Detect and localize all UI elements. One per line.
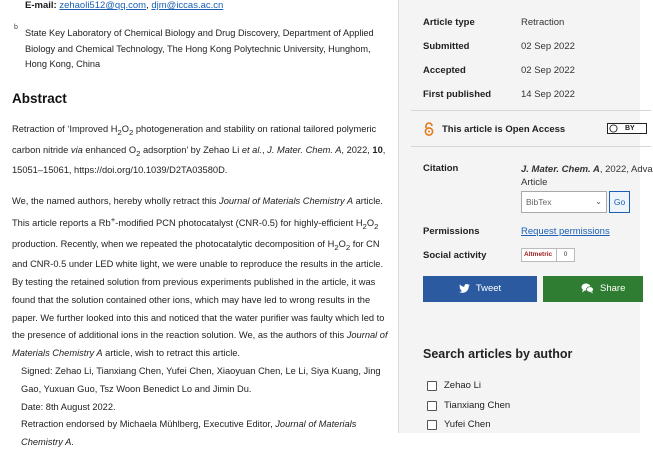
- permissions-label: Permissions: [423, 226, 480, 237]
- sidebar-divider-2: [411, 146, 651, 147]
- social-activity-label: Social activity: [423, 250, 487, 261]
- citation-go-button[interactable]: Go: [609, 191, 630, 213]
- citation-label: Citation: [423, 163, 459, 174]
- tweet-button[interactable]: [423, 276, 537, 302]
- altmetric-badge[interactable]: [521, 248, 575, 262]
- email-link-1[interactable]: zehaoli512@qq.com: [59, 0, 147, 11]
- email-label: E-mail:: [25, 0, 57, 11]
- citation-format-select[interactable]: [521, 191, 607, 213]
- affiliation: State Key Laboratory of Chemical Biology and Drug Discovery, Department of Applied Biology and Chemical Technology, The Hong Kong Polytechnic University, Hunghom, Hong Kong, China: [25, 28, 374, 69]
- author-checkbox[interactable]: [427, 401, 437, 411]
- meta-accepted: Accepted 02 Sep 2022: [423, 65, 575, 76]
- citation-format-value: BibTex: [526, 197, 552, 207]
- meta-submitted: Submitted 02 Sep 2022: [423, 41, 575, 52]
- author-name: Zehao Li: [444, 380, 481, 391]
- request-permissions-link[interactable]: Request permissions: [521, 226, 610, 237]
- chat-bubbles-icon: [581, 283, 594, 294]
- affiliation-marker: b: [14, 24, 18, 31]
- share-button[interactable]: [543, 276, 643, 302]
- author-name: Tianxiang Chen: [444, 400, 511, 411]
- tweet-label: Tweet: [475, 283, 502, 294]
- retraction-statement: We, the named authors, hereby wholly retract this Journal of Materials Chemistry A article. This article reports a Rb+-modified PCN photocatalyst (CNR-0.5) for highly-efficient $H_2O_2$ production. Recently, when we repeated the photocatalytic decomposition of $H_2O_2$ for CN and CNR-0.5 under LED white light, we were unable to reproduce the results in the article. By testing the retained solution from previous experiments published in the article, it was found that the solution contained other ions, which may have led to wrong results in the paper. We further looked into this and noticed that the water purifier was faulty which led to the presence of additional ions in the reaction solution. We, as the authors of this Journal of Materials Chemistry A article, wish to retract this article.: [12, 196, 388, 359]
- meta-first-published: First published 14 Sep 2022: [423, 89, 575, 100]
- date-line: Date: 8th August 2022.: [21, 401, 116, 412]
- share-label: Share: [600, 283, 626, 294]
- author-checkbox[interactable]: [427, 420, 437, 430]
- email-line: [25, 0, 223, 12]
- cc-license-badge[interactable]: [607, 123, 647, 134]
- cc-badge-text: BY: [625, 125, 635, 132]
- cc-icon: [609, 124, 618, 133]
- open-access-label: This article is Open Access: [442, 124, 566, 135]
- open-access-icon: [423, 122, 435, 136]
- author-checkbox-item[interactable]: [427, 380, 481, 392]
- chevron-down-icon: ⌄: [595, 197, 602, 206]
- email-separator: ,: [146, 0, 149, 11]
- author-name: Yufei Chen: [444, 419, 491, 430]
- twitter-bird-icon: [459, 284, 470, 293]
- citation-value: J. Mater. Chem. A, 2022, Adva: [521, 164, 653, 175]
- endorsement-line: Retraction endorsed by Michaela Mühlberg, Executive Editor, Journal of Materials Chemistry A.: [21, 419, 357, 448]
- altmetric-label: Altmetric: [524, 251, 553, 258]
- signed-line: Signed: Zehao Li, Tianxiang Chen, Yufei Chen, Xiaoyuan Chen, Le Li, Siya Kuang, Jing Gao, Yuxuan Guo, Tsz Woon Benedict Lo and Jimin Du.: [21, 365, 381, 394]
- meta-article-type: Article type Retraction: [423, 17, 565, 28]
- email-link-2[interactable]: djm@iccas.ac.cn: [151, 0, 224, 11]
- citation-value-line2: Article: [521, 177, 548, 188]
- altmetric-count: 0: [556, 249, 574, 261]
- search-by-author-heading: Search articles by author: [423, 347, 573, 361]
- article-sidebar: [399, 0, 653, 433]
- abstract-heading: Abstract: [12, 91, 67, 106]
- retraction-body: [12, 193, 388, 452]
- author-checkbox-item[interactable]: [427, 400, 510, 412]
- retraction-citation-paragraph: Retraction of ‘Improved $H_2O_2$ photogeneration and stability on rational tailored polymeric carbon nitride via enhanced $O_2$ adsorption’ by Zehao Li et al., J. Mater. Chem. A, 2022, 10, 15051–15061, https://doi.org/10.1039/D2TA03580D.: [12, 124, 386, 176]
- author-checkbox-item[interactable]: [427, 419, 490, 431]
- author-checkbox[interactable]: [427, 381, 437, 391]
- sidebar-divider: [411, 110, 651, 111]
